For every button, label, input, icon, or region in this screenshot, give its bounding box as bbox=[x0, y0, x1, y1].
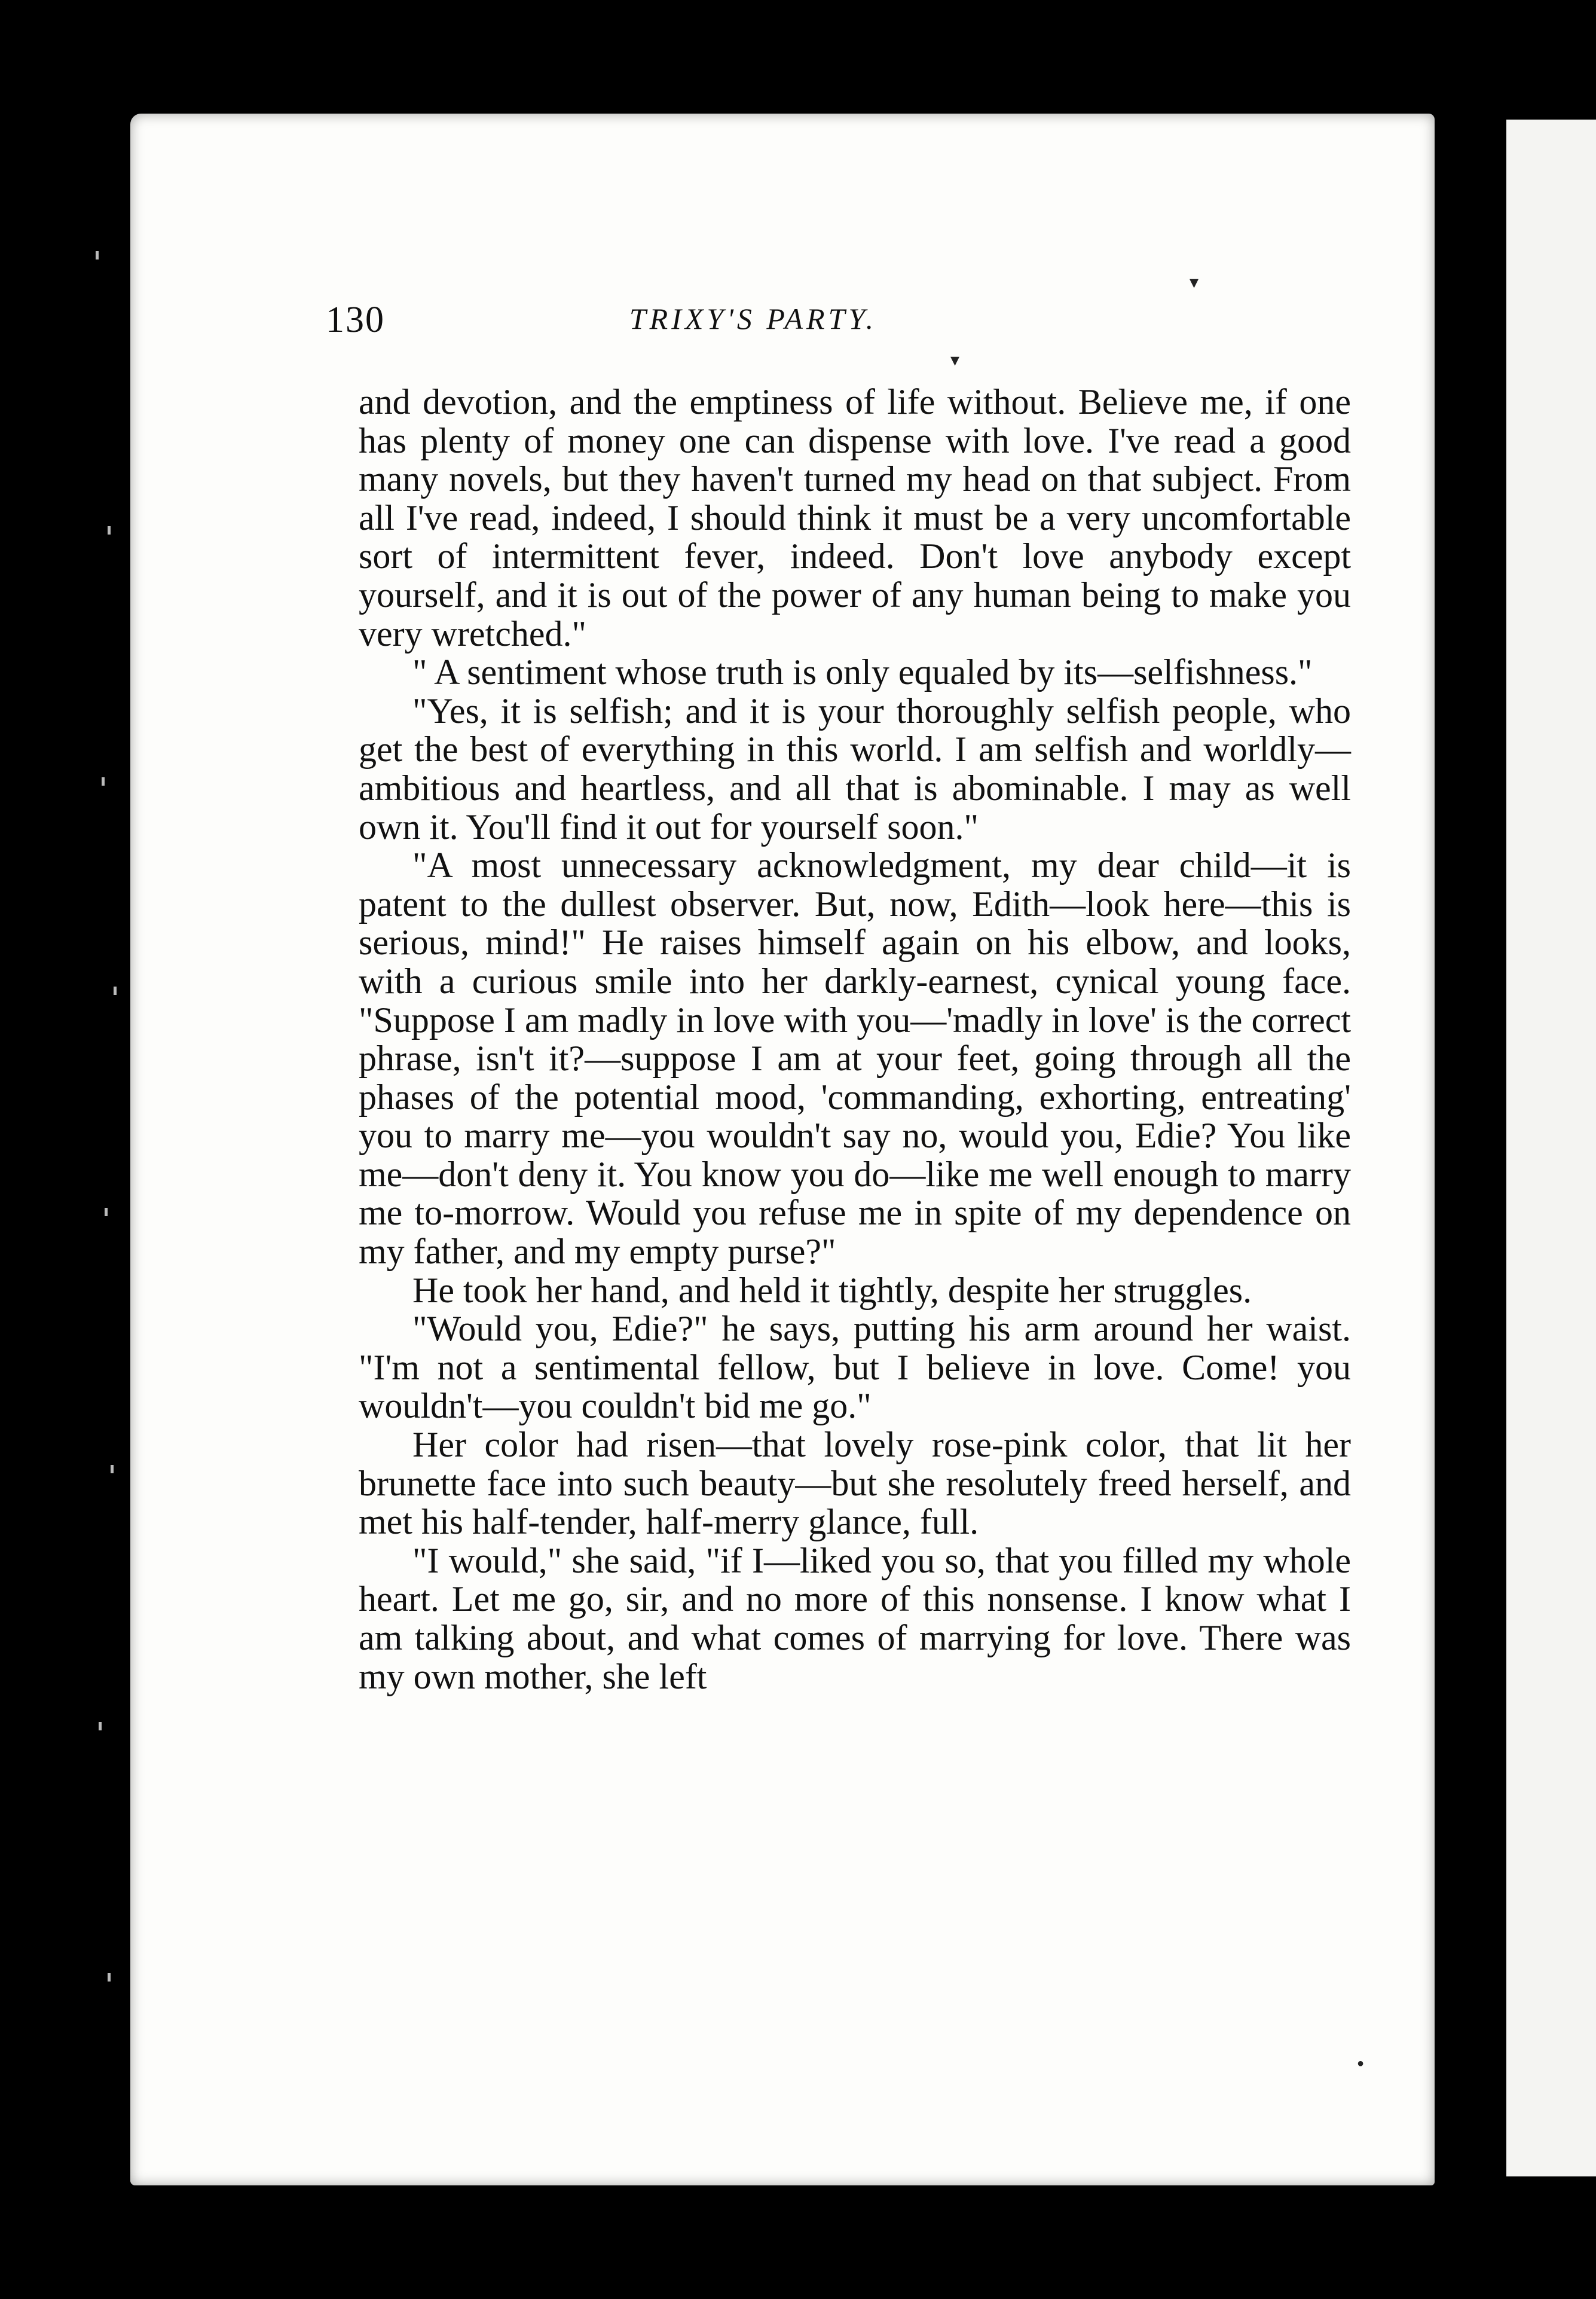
speck bbox=[111, 1465, 114, 1473]
speck bbox=[105, 1208, 108, 1216]
paragraph: He took her hand, and held it tightly, despite her struggles. bbox=[412, 1270, 1252, 1310]
body-text bbox=[359, 383, 1351, 1696]
speck bbox=[108, 1973, 111, 1982]
speck bbox=[102, 777, 105, 786]
speck bbox=[114, 987, 117, 995]
paragraph: "A most unnecessary acknowledgment, my dear child—it is patent to the dullest observer. But, now, Edith—look here—this is serious, mind!" He raises himself again on his elbow, and looks, with a curious smile into her darkly-earnest, cynical young face. "Suppose I am madly in love with you—'madly in love' is the correct phrase, isn't it?—suppose I am at your feet, going through all the phases of the potential mood, 'commanding, exhorting, entreating' you to marry me—you wouldn't say no, would you, Edie? You like me—don't deny it. You know you do—like me well enough to marry me to-morrow. Would you refuse me in spite of my dependence on my father, and my empty purse?" bbox=[359, 845, 1351, 1272]
paragraph: Her color had risen—that lovely rose-pink color, that lit her brunette face into such beauty—but she resolutely freed herself, and met his half-tender, half-merry glance, full. bbox=[359, 1425, 1351, 1542]
paragraph: and devotion, and the emptiness of life without. Believe me, if one has plenty of money one can dispense with love. I've read a good many novels, but they haven't turned my head on that subject. From all I've read, indeed, I should think it must be a very uncomfortable sort of intermittent fever, indeed. Don't love anybody except yourself, and it is out of the power of any human being to make you very wretched." bbox=[359, 382, 1351, 654]
page-number: 130 bbox=[326, 300, 385, 340]
paragraph: "Would you, Edie?" he says, putting his arm around her waist. "I'm not a sentimental fellow, but I believe in love. Come! you wouldn't—you couldn't bid me go." bbox=[359, 1309, 1351, 1426]
speck bbox=[108, 526, 111, 535]
running-title: TRIXY'S PARTY. bbox=[629, 302, 878, 335]
speck bbox=[99, 1722, 102, 1730]
paragraph: "I would," she said, "if I—liked you so, that you filled my whole heart. Let me go, sir, and no more of this nonsense. I know what I am talking about, and what comes of marrying for love. There was my own mother, she left bbox=[359, 1540, 1351, 1696]
speck bbox=[96, 251, 99, 259]
paragraph: " A sentiment whose truth is only equaled by its—selfishness." bbox=[412, 652, 1313, 692]
paragraph: "Yes, it is selfish; and it is your thoroughly selfish people, who get the best of everything in this world. I am selfish and worldly—ambitious and heartless, and all that is abominable. I may as well own it. You'll find it out for yourself soon." bbox=[359, 691, 1351, 847]
running-head bbox=[326, 299, 1031, 353]
adjacent-page-edge bbox=[1506, 120, 1596, 2176]
ink-mark: ● bbox=[1357, 2057, 1365, 2070]
ink-mark: ▾ bbox=[1190, 273, 1199, 292]
ink-mark: ▾ bbox=[950, 350, 960, 370]
